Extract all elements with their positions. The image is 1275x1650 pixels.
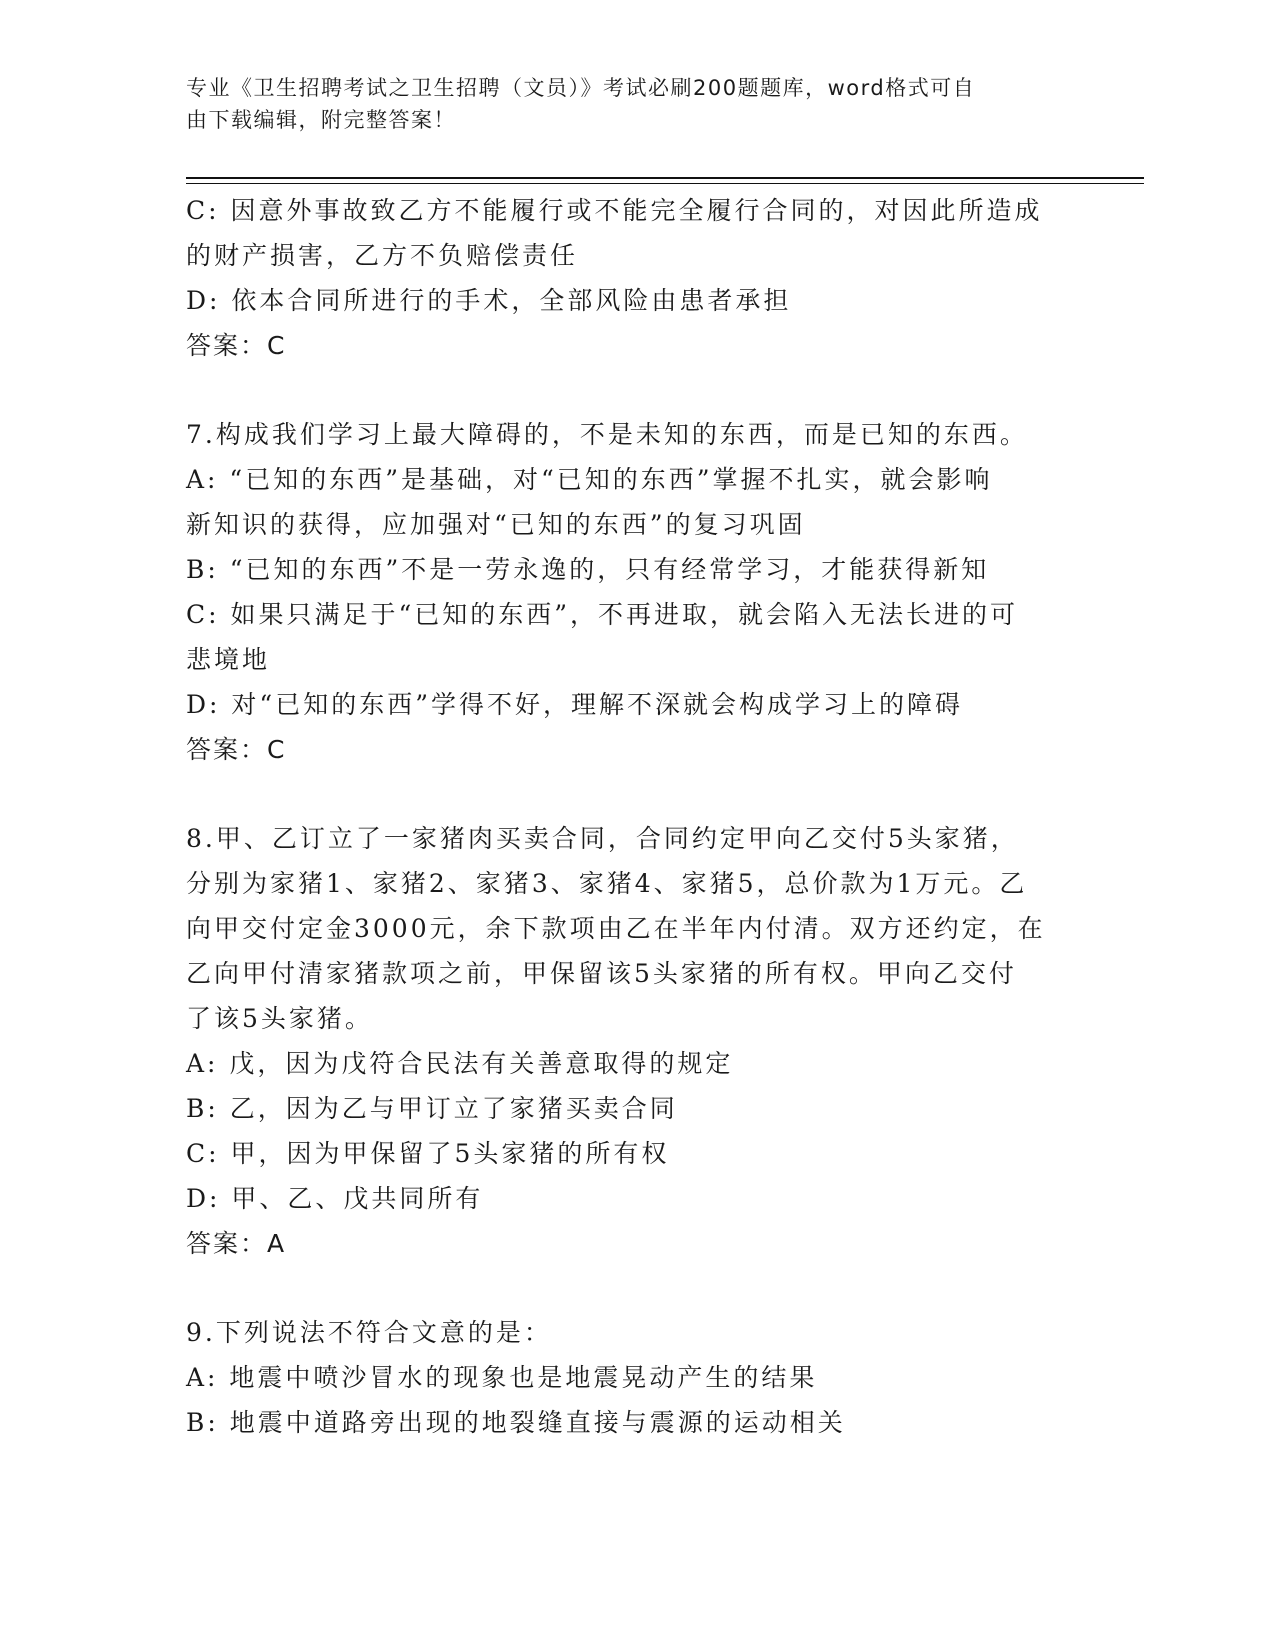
header-line-1: 专业《卫生招聘考试之卫生招聘（文员）》考试必刷200题题库，word格式可自 [186,76,976,100]
q8-stem-line4: 乙向甲付清家猪款项之前，甲保留该5头家猪的所有权。甲向乙交付 [186,959,1017,988]
q6-option-c-line1: C: 因意外事故致乙方不能履行或不能完全履行合同的，对因此所造成 [186,196,1043,225]
q8-option-b: B: 乙，因为乙与甲订立了家猪买卖合同 [186,1094,678,1123]
q8-stem-line3: 向甲交付定金3000元，余下款项由乙在半年内付清。双方还约定，在 [186,914,1046,943]
question-gap [186,368,1076,412]
q9-option-a: A: 地震中喷沙冒水的现象也是地震晃动产生的结果 [186,1363,818,1392]
question-gap [186,772,1076,816]
q7-option-c-line1: C: 如果只满足于“已知的东西”，不再进取，就会陷入无法长进的可 [186,600,1019,629]
q6-option-d: D: 依本合同所进行的手术，全部风险由患者承担 [186,286,792,315]
q7-option-a-line2: 新知识的获得，应加强对“已知的东西”的复习巩固 [186,510,806,539]
question-gap [186,1266,1076,1310]
header-divider-thin [186,183,1144,184]
q7-option-b: B: “已知的东西”不是一劳永逸的，只有经常学习，才能获得新知 [186,555,990,584]
q7-stem: 7.构成我们学习上最大障碍的，不是未知的东西，而是已知的东西。 [186,420,1028,449]
q8-option-a: A: 戊，因为戊符合民法有关善意取得的规定 [186,1049,734,1078]
question-6-tail [186,188,1076,368]
q8-option-c: C: 甲，因为甲保留了5头家猪的所有权 [186,1139,670,1168]
q8-answer: 答案：A [186,1229,287,1258]
q6-option-c-line2: 的财产损害，乙方不负赔偿责任 [186,241,579,270]
q9-stem: 9.下列说法不符合文意的是： [186,1318,552,1347]
q8-stem-line5: 了该5头家猪。 [186,1004,373,1033]
question-content [186,188,1076,1445]
document-header [186,72,1066,136]
q8-stem-line1: 8.甲、乙订立了一家猪肉买卖合同，合同约定甲向乙交付5头家猪， [186,824,1019,853]
q8-option-d: D: 甲、乙、戊共同所有 [186,1184,484,1213]
q7-option-c-line2: 悲境地 [186,645,271,674]
q6-answer: 答案：C [186,331,287,360]
q7-option-a-line1: A: “已知的东西”是基础，对“已知的东西”掌握不扎实，就会影响 [186,465,993,494]
q7-answer: 答案：C [186,735,287,764]
question-8 [186,816,1076,1266]
header-line-2: 由下载编辑，附完整答案！ [186,108,456,132]
question-7 [186,412,1076,772]
q7-option-d: D: 对“已知的东西”学得不好，理解不深就会构成学习上的障碍 [186,690,963,719]
question-9 [186,1310,1076,1445]
header-divider-thick [186,177,1144,179]
q9-option-b: B: 地震中道路旁出现的地裂缝直接与震源的运动相关 [186,1408,846,1437]
q8-stem-line2: 分别为家猪1、家猪2、家猪3、家猪4、家猪5，总价款为1万元。乙 [186,869,1028,898]
